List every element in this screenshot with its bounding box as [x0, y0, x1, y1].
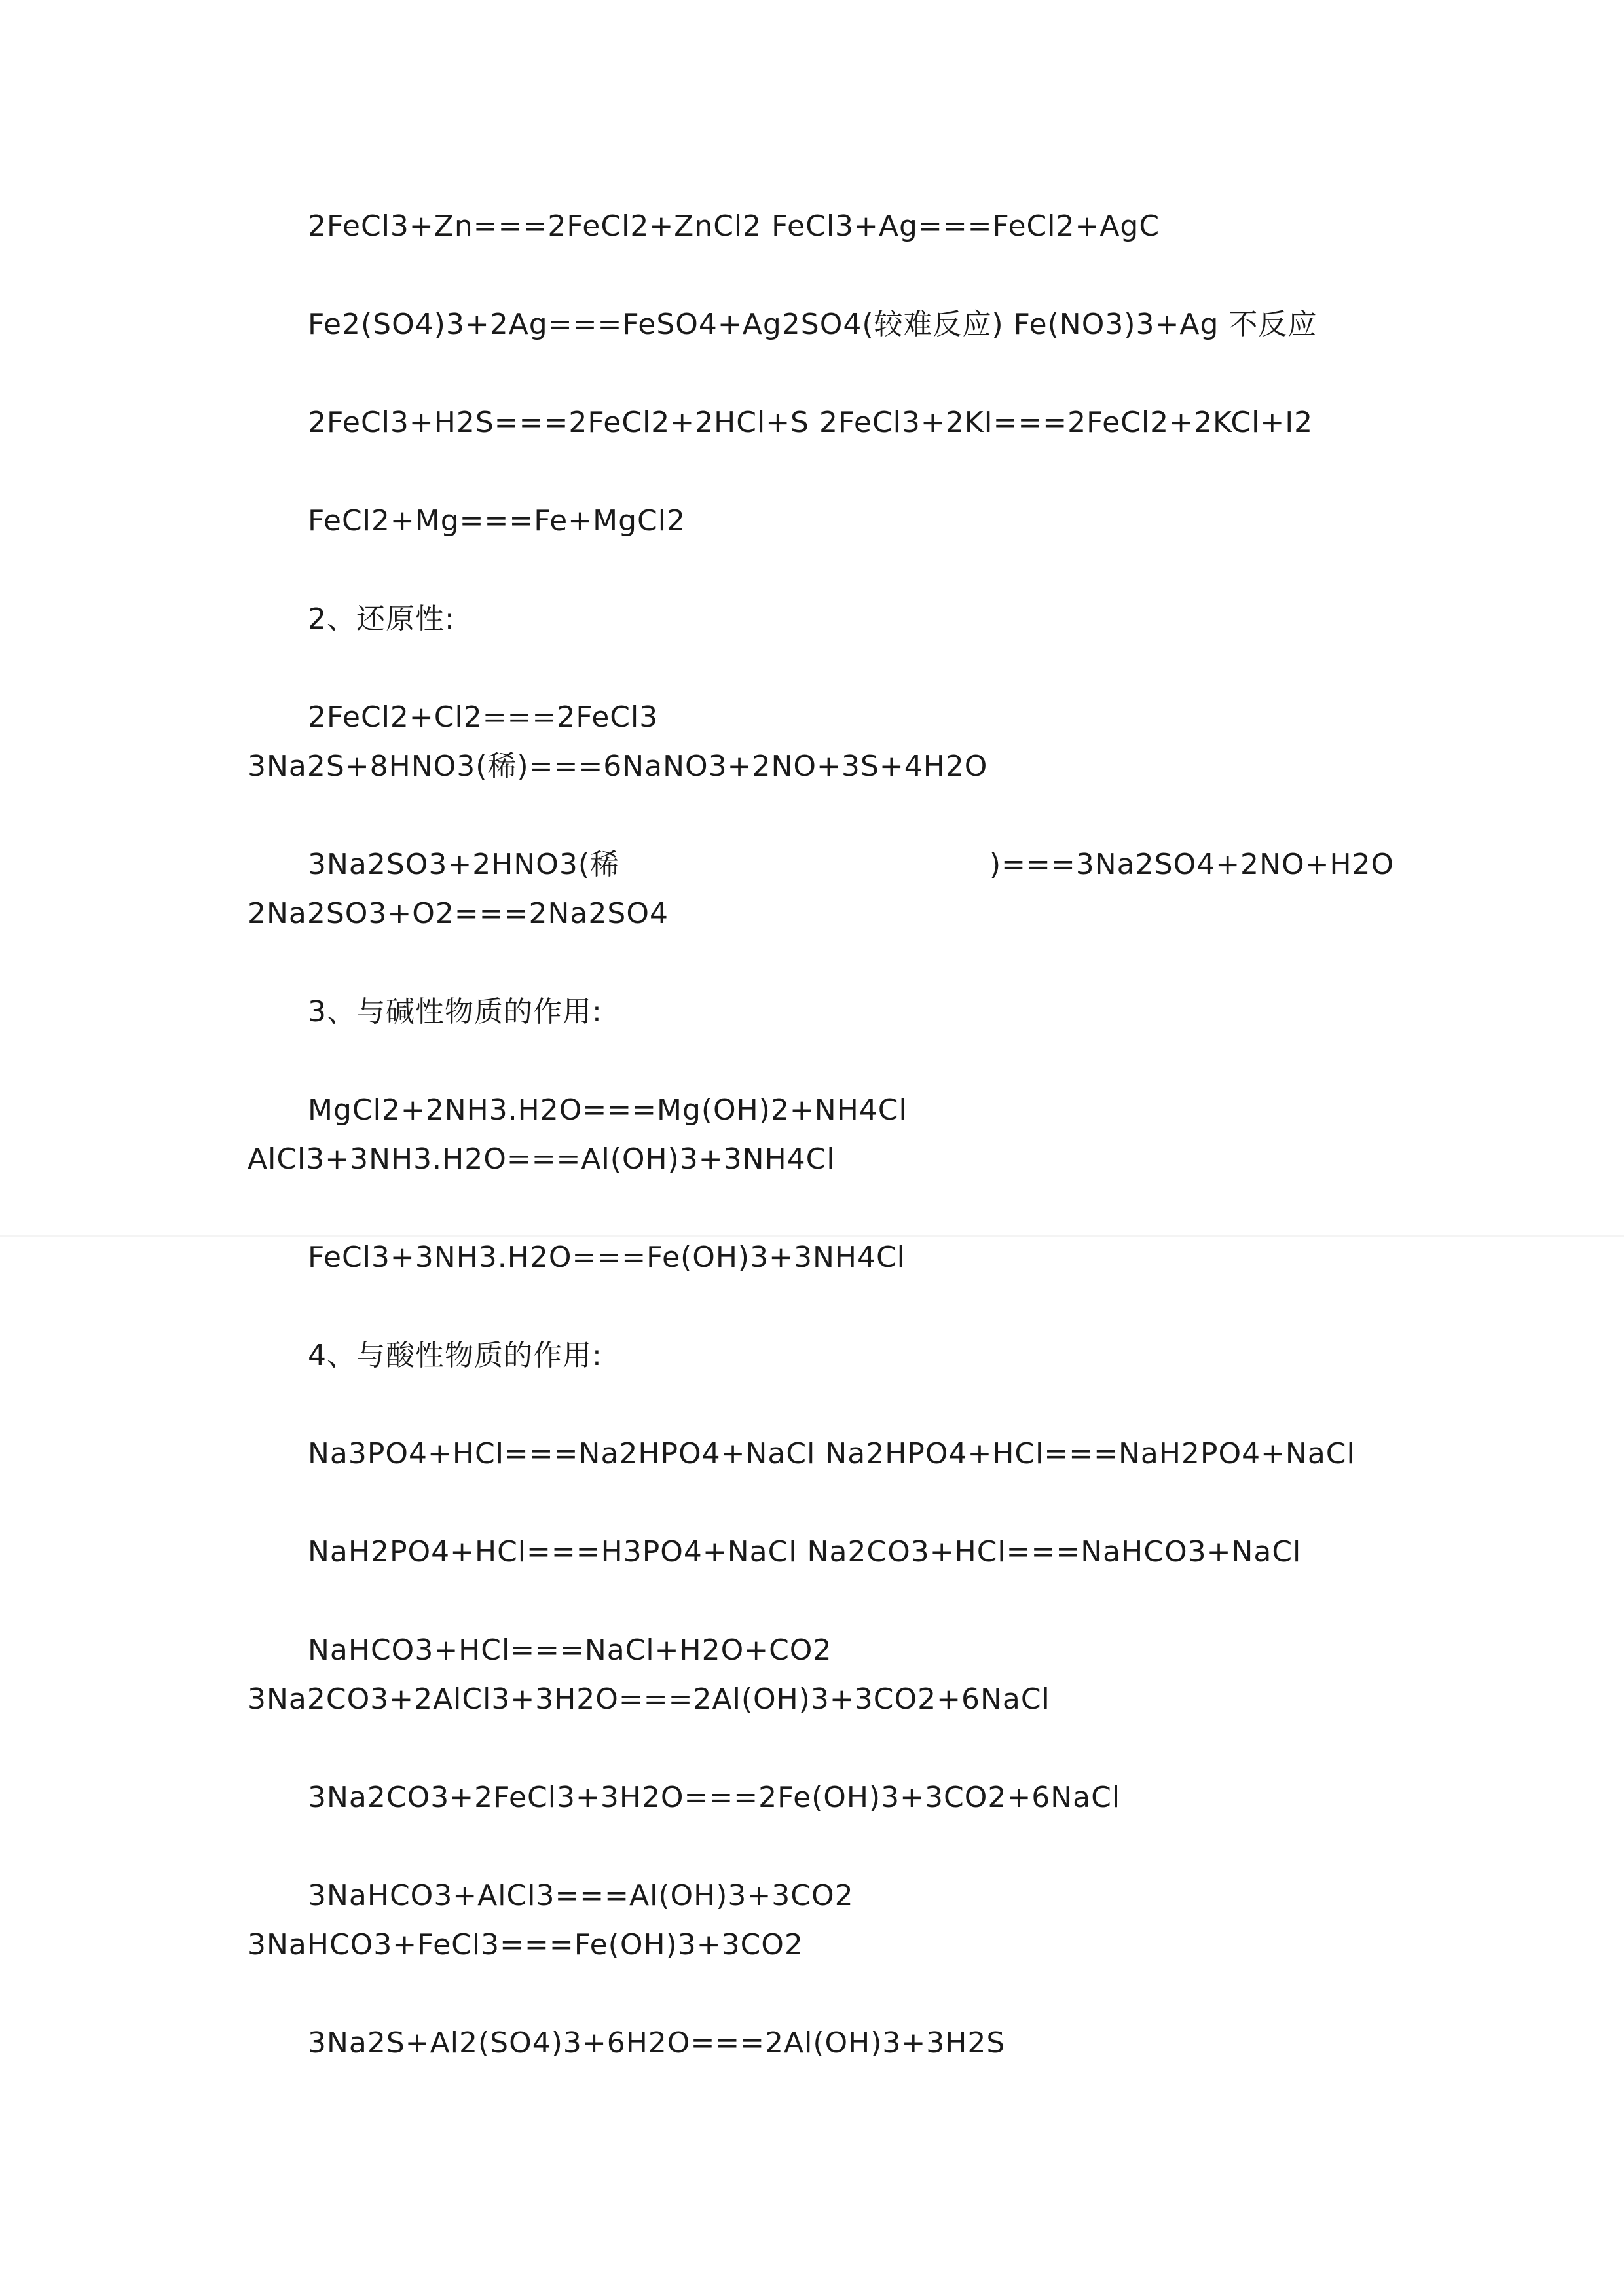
section-heading: 4、与酸性物质的作用: — [308, 1339, 602, 1372]
equation-line-continuation: )===3Na2SO4+2NO+H2O — [989, 848, 1395, 881]
section-heading: 3、与碱性物质的作用: — [308, 995, 602, 1029]
equation-line: 3NaHCO3+FeCl3===Fe(OH)3+3CO2 — [248, 1928, 803, 1961]
equation-line: 3Na2S+8HNO3(稀)===6NaNO3+2NO+3S+4H2O — [248, 750, 988, 783]
equation-line: FeCl2+Mg===Fe+MgCl2 — [308, 504, 686, 538]
equation-line: 3Na2SO3+2HNO3(稀 — [308, 848, 620, 881]
equation-line: AlCl3+3NH3.H2O===Al(OH)3+3NH4Cl — [248, 1142, 836, 1176]
equation-line: NaH2PO4+HCl===H3PO4+NaCl Na2CO3+HCl===NaHCO3+NaCl — [308, 1535, 1302, 1569]
equation-line: 3Na2S+Al2(SO4)3+6H2O===2Al(OH)3+3H2S — [308, 2026, 1006, 2060]
equation-line: 2FeCl3+H2S===2FeCl2+2HCl+S 2FeCl3+2KI===2FeCl2+2KCl+I2 — [308, 406, 1314, 439]
equation-line: 2FeCl3+Zn===2FeCl2+ZnCl2 FeCl3+Ag===FeCl2+AgC — [308, 210, 1160, 243]
page-divider — [0, 1235, 1624, 1237]
equation-line: 3Na2CO3+2AlCl3+3H2O===2Al(OH)3+3CO2+6NaCl — [248, 1683, 1050, 1716]
section-heading: 2、还原性: — [308, 602, 455, 636]
equation-line: 3NaHCO3+AlCl3===Al(OH)3+3CO2 — [308, 1879, 854, 1912]
equation-line: NaHCO3+HCl===NaCl+H2O+CO2 — [308, 1633, 832, 1667]
equation-line: 3Na2CO3+2FeCl3+3H2O===2Fe(OH)3+3CO2+6NaCl — [308, 1781, 1121, 1814]
equation-line: FeCl3+3NH3.H2O===Fe(OH)3+3NH4Cl — [308, 1241, 906, 1274]
equation-line: Na3PO4+HCl===Na2HPO4+NaCl Na2HPO4+HCl===NaH2PO4+NaCl — [308, 1437, 1356, 1470]
equation-line: MgCl2+2NH3.H2O===Mg(OH)2+NH4Cl — [308, 1093, 908, 1127]
equation-line: 2Na2SO3+O2===2Na2SO4 — [248, 897, 669, 930]
equation-line: 2FeCl2+Cl2===2FeCl3 — [308, 701, 659, 734]
equation-line: Fe2(SO4)3+2Ag===FeSO4+Ag2SO4(较难反应) Fe(NO3)3+Ag 不反应 — [308, 308, 1318, 341]
